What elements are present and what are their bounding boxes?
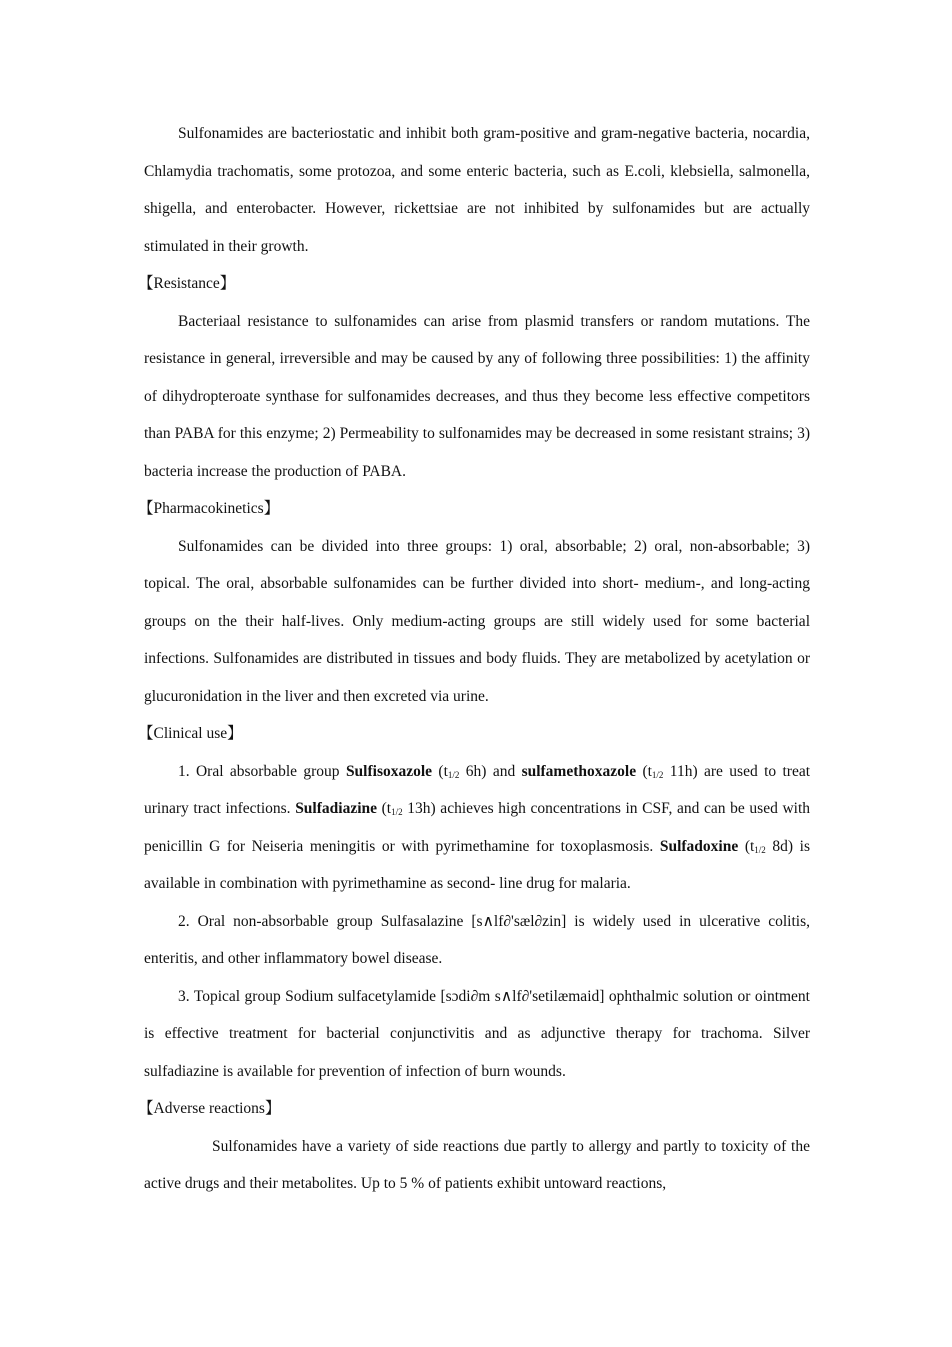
clinical-use-item-2: 2. Oral non-absorbable group Sulfasalazine [s∧lf∂'sæl∂zin] is widely used in ulcerative colitis, enteritis, and other inflammatory bowel disease.: [144, 912, 810, 967]
drug-name-sulfisoxazole: Sulfisoxazole: [345, 762, 433, 780]
half-life-subscript: 1/2: [447, 769, 460, 780]
clinical-use-item-1: [144, 753, 810, 903]
intro-paragraph: Sulfonamides are bacteriostatic and inhibit both gram-positive and gram-negative bacteria, nocardia, Chlamydia trachomatis, some protozoa, and some enteric bacteria, such as E.coli, klebsiella, salmonella, shigella, and enterobacter. However, rickettsiae are not inhibited by sulfonamides but are actually stimulated in their growth.: [144, 125, 810, 255]
pharmacokinetics-paragraph: Sulfonamides can be divided into three groups: 1) oral, absorbable; 2) oral, non-absorbable; 3) topical. The oral, absorbable sulfonamides can be further divided into short- medium-, and long-acting groups on the their half-lives. Only medium-acting groups are still widely used for some bacterial infections. Sulfonamides are distributed in tissues and body fluids. They are metabolized by acetylation or glucuronidation in the liver and then excreted via urine.: [144, 537, 810, 705]
text-run: 1. Oral absorbable group: [178, 762, 346, 780]
text-run: 6h) and: [459, 762, 522, 780]
clinical-use-item-3: 3. Topical group Sodium sulfacetylamide [sɔdi∂m s∧lf∂'setilæmaid] ophthalmic solution or ointment is effective treatment for bacterial conjunctivitis and as adjunctive therapy for trachoma. Silver sulfadiazine is available for prevention of infection of burn wounds.: [144, 987, 810, 1080]
text-run: (t: [377, 800, 392, 817]
clinical-use-heading: 【Clinical use】: [138, 725, 243, 742]
text-run: (t: [636, 762, 652, 780]
resistance-heading: 【Resistance】: [138, 275, 236, 292]
text-run: (t: [738, 837, 755, 855]
document-body: [138, 115, 811, 1203]
text-run: 8d) is available in combination with pyrimethamine as second- line drug for malaria.: [144, 837, 811, 892]
drug-name-sulfamethoxazole: sulfamethoxazole: [521, 762, 637, 780]
text-run: (t: [432, 762, 448, 780]
adverse-reactions-heading: 【Adverse reactions】: [138, 1100, 281, 1117]
adverse-reactions-paragraph: Sulfonamides have a variety of side reactions due partly to allergy and partly to toxicity of the active drugs and their metabolites. Up to 5 % of patients exhibit untoward reactions,: [144, 1137, 810, 1192]
half-life-subscript: 1/2: [754, 844, 766, 855]
text-run: 11h) are used to treat urinary tract infections.: [144, 762, 811, 817]
pharmacokinetics-heading: 【Pharmacokinetics】: [138, 500, 280, 517]
half-life-subscript: 1/2: [391, 807, 403, 817]
drug-name-sulfadoxine: Sulfadoxine: [659, 837, 739, 855]
resistance-paragraph: Bacteriaal resistance to sulfonamides can arise from plasmid transfers or random mutations. The resistance in general, irreversible and may be caused by any of following three possibilities: 1) the affinity of dihydropteroate synthase for sulfonamides decreases, and thus they become less effective competitors than PABA for this enzyme; 2) Permeability to sulfonamides may be decreased in some resistant strains; 3) bacteria increase the production of PABA.: [144, 312, 810, 480]
drug-name-sulfadiazine: Sulfadiazine: [295, 800, 378, 817]
half-life-subscript: 1/2: [651, 769, 664, 780]
text-run: 13h) achieves high concentrations in CSF, and can be used with penicillin G for Neiseria meningitis or with pyrimethamine for toxoplasmosis.: [144, 800, 811, 855]
